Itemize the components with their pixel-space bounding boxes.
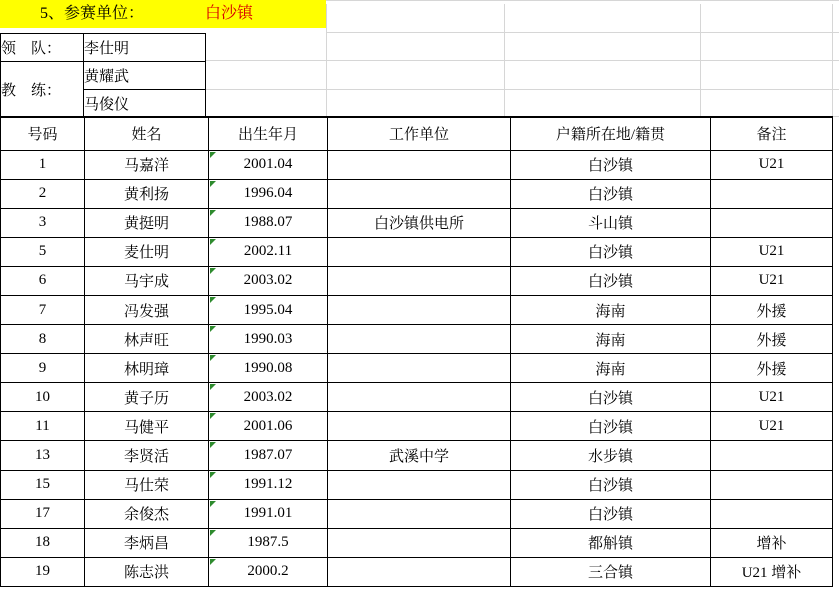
- table-row: [1, 295, 833, 324]
- cell-name[interactable]: [85, 237, 209, 266]
- gridline: [832, 4, 833, 117]
- column-header-origin[interactable]: 户籍所在地/籍贯: [511, 117, 711, 150]
- header-row: [1, 117, 833, 150]
- cell-birth[interactable]: [209, 470, 328, 499]
- gridline: [205, 89, 839, 90]
- cell-birth[interactable]: [209, 383, 328, 412]
- cell-note[interactable]: [711, 441, 833, 470]
- cell-text: 海南: [595, 303, 626, 320]
- cell-no[interactable]: [1, 266, 85, 295]
- table-row: [1, 499, 833, 528]
- cell-text: 李炳昌: [123, 536, 169, 553]
- cell-text: 1991.12: [243, 476, 293, 493]
- cell-origin[interactable]: [511, 266, 711, 295]
- number-as-text-indicator-icon: [210, 152, 216, 158]
- number-as-text-indicator-icon: [210, 297, 216, 303]
- cell-note[interactable]: [711, 412, 833, 441]
- cell-origin[interactable]: [511, 499, 711, 528]
- cell-text: 白沙镇: [587, 187, 633, 204]
- cell-text: 白沙镇: [587, 245, 633, 262]
- cell-work[interactable]: [328, 412, 511, 441]
- gridline: [504, 4, 505, 117]
- cell-text: U21: [758, 156, 785, 173]
- number-as-text-indicator-icon: [210, 268, 216, 274]
- cell-work[interactable]: [328, 441, 511, 470]
- cell-text: 武溪中学: [388, 448, 449, 465]
- cell-text: 冯发强: [123, 303, 169, 320]
- cell-text: 麦仕明: [123, 245, 169, 262]
- cell-birth[interactable]: [209, 237, 328, 266]
- cell-text: 1991.01: [243, 505, 293, 522]
- cell-work[interactable]: [328, 150, 511, 179]
- cell-text: 马健平: [123, 419, 169, 436]
- cell-note[interactable]: [711, 237, 833, 266]
- cell-text: 2002.11: [243, 243, 293, 260]
- table-row: [1, 266, 833, 295]
- cell-no[interactable]: [1, 354, 85, 383]
- cell-text: 余俊杰: [123, 507, 169, 524]
- cell-note[interactable]: [711, 383, 833, 412]
- cell-text: 海南: [595, 361, 626, 378]
- cell-text: 1: [38, 156, 47, 173]
- cell-text: 7: [38, 301, 47, 318]
- cell-text: 外援: [756, 361, 787, 378]
- cell-birth[interactable]: [209, 179, 328, 208]
- cell-text: 3: [38, 214, 47, 231]
- cell-text: 白沙镇供电所: [373, 216, 464, 233]
- table-row: [1, 528, 833, 557]
- cell-work[interactable]: [328, 179, 511, 208]
- cell-name[interactable]: [85, 295, 209, 324]
- cell-birth[interactable]: [209, 354, 328, 383]
- table-row: [1, 441, 833, 470]
- table-row: [1, 179, 833, 208]
- cell-note[interactable]: [711, 266, 833, 295]
- cell-note[interactable]: [711, 208, 833, 237]
- title-label: 5、参赛单位：: [40, 5, 145, 22]
- cell-text: 19: [35, 563, 50, 580]
- number-as-text-indicator-icon: [210, 559, 216, 565]
- cell-text: 海南: [595, 332, 626, 349]
- cell-birth[interactable]: [209, 208, 328, 237]
- roster-table: [0, 116, 833, 587]
- cell-name[interactable]: [85, 150, 209, 179]
- cell-origin[interactable]: [511, 470, 711, 499]
- table-row: [1, 208, 833, 237]
- cell-no[interactable]: [1, 295, 85, 324]
- cell-text: U21 增补: [741, 565, 802, 582]
- leader-label-cell[interactable]: 领 队：: [1, 34, 84, 62]
- cell-origin[interactable]: [511, 383, 711, 412]
- cell-text: 17: [35, 505, 50, 522]
- cell-work[interactable]: [328, 528, 511, 557]
- cell-text: 陈志洪: [123, 565, 169, 582]
- cell-note[interactable]: [711, 179, 833, 208]
- table-row: [1, 354, 833, 383]
- cell-text: 林声旺: [123, 332, 169, 349]
- cell-name[interactable]: [85, 470, 209, 499]
- number-as-text-indicator-icon: [210, 181, 216, 187]
- cell-no[interactable]: [1, 412, 85, 441]
- cell-text: 15: [35, 476, 50, 493]
- cell-text: 13: [35, 446, 50, 463]
- cell-name[interactable]: [85, 179, 209, 208]
- cell-text: 白沙镇: [587, 158, 633, 175]
- cell-text: 1996.04: [243, 185, 293, 202]
- cell-text: 马仕荣: [123, 478, 169, 495]
- cell-birth[interactable]: [209, 441, 328, 470]
- participating-unit-value: 白沙镇: [205, 5, 254, 22]
- column-header-remark[interactable]: 备注: [711, 117, 833, 150]
- cell-name[interactable]: [85, 441, 209, 470]
- cell-text: 马宇成: [123, 274, 169, 291]
- cell-origin[interactable]: [511, 354, 711, 383]
- cell-text: 2001.06: [243, 417, 293, 434]
- column-header-number[interactable]: 号码: [1, 117, 85, 150]
- cell-no[interactable]: [1, 528, 85, 557]
- table-row: [1, 150, 833, 179]
- cell-work[interactable]: [328, 237, 511, 266]
- cell-origin[interactable]: [511, 325, 711, 354]
- cell-text: 1987.5: [247, 534, 289, 551]
- cell-work[interactable]: [328, 295, 511, 324]
- cell-work[interactable]: [328, 383, 511, 412]
- cell-text: 林明璋: [123, 361, 169, 378]
- cell-name[interactable]: [85, 528, 209, 557]
- cell-note[interactable]: [711, 557, 833, 586]
- coach-name-cell-2[interactable]: 马俊仪: [84, 90, 206, 118]
- number-as-text-indicator-icon: [210, 355, 216, 361]
- number-as-text-indicator-icon: [210, 210, 216, 216]
- cell-no[interactable]: [1, 441, 85, 470]
- number-as-text-indicator-icon: [210, 413, 216, 419]
- cell-text: 增补: [756, 536, 787, 553]
- cell-name[interactable]: [85, 557, 209, 586]
- cell-name[interactable]: [85, 325, 209, 354]
- leader-name-cell[interactable]: 李仕明: [84, 34, 206, 62]
- cell-text: U21: [758, 388, 785, 405]
- cell-text: 白沙镇: [587, 274, 633, 291]
- cell-text: 斗山镇: [587, 216, 633, 233]
- cell-work[interactable]: [328, 266, 511, 295]
- table-row: [1, 383, 833, 412]
- roster-table-body: [1, 150, 833, 586]
- number-as-text-indicator-icon: [210, 239, 216, 245]
- gridline: [326, 4, 327, 117]
- cell-text: 11: [35, 417, 50, 434]
- number-as-text-indicator-icon: [210, 442, 216, 448]
- cell-text: 白沙镇: [587, 478, 633, 495]
- table-row: [1, 412, 833, 441]
- gridline: [205, 60, 839, 61]
- cell-text: 2003.02: [243, 272, 293, 289]
- cell-no[interactable]: [1, 499, 85, 528]
- table-row: [1, 557, 833, 586]
- cell-text: 2000.2: [247, 563, 289, 580]
- cell-text: 8: [38, 330, 47, 347]
- cell-origin[interactable]: [511, 412, 711, 441]
- cell-text: 白沙镇: [587, 419, 633, 436]
- cell-text: 10: [35, 388, 50, 405]
- cell-note[interactable]: [711, 499, 833, 528]
- cell-birth[interactable]: [209, 499, 328, 528]
- cell-text: U21: [758, 243, 785, 260]
- cell-text: 1995.04: [243, 301, 293, 318]
- cell-no[interactable]: [1, 470, 85, 499]
- cell-note[interactable]: [711, 295, 833, 324]
- gridline: [326, 32, 839, 33]
- cell-text: 马嘉洋: [123, 158, 169, 175]
- cell-origin[interactable]: [511, 557, 711, 586]
- coach-name-cell-1[interactable]: 黄耀武: [84, 62, 206, 90]
- cell-no[interactable]: [1, 179, 85, 208]
- cell-note[interactable]: [711, 150, 833, 179]
- cell-no[interactable]: [1, 150, 85, 179]
- cell-text: U21: [758, 417, 785, 434]
- number-as-text-indicator-icon: [210, 530, 216, 536]
- cell-text: 白沙镇: [587, 390, 633, 407]
- cell-text: 18: [35, 534, 50, 551]
- cell-note[interactable]: [711, 325, 833, 354]
- cell-origin[interactable]: [511, 179, 711, 208]
- cell-text: 三合镇: [587, 565, 633, 582]
- cell-text: U21: [758, 272, 785, 289]
- cell-text: 黄挺明: [123, 216, 169, 233]
- gridline: [832, 116, 839, 117]
- cell-birth[interactable]: [209, 150, 328, 179]
- cell-origin[interactable]: [511, 208, 711, 237]
- cell-origin[interactable]: [511, 441, 711, 470]
- column-header-birth[interactable]: 出生年月: [209, 117, 328, 150]
- number-as-text-indicator-icon: [210, 501, 216, 507]
- column-header-name[interactable]: 姓名: [85, 117, 209, 150]
- cell-text: 2001.04: [243, 156, 293, 173]
- cell-no[interactable]: [1, 237, 85, 266]
- cell-name[interactable]: [85, 208, 209, 237]
- cell-text: 5: [38, 243, 47, 260]
- cell-text: 2003.02: [243, 388, 293, 405]
- table-row: [1, 325, 833, 354]
- cell-text: 6: [38, 272, 47, 289]
- cell-text: 黄利扬: [123, 187, 169, 204]
- cell-name[interactable]: [85, 412, 209, 441]
- cell-no[interactable]: [1, 208, 85, 237]
- cell-note[interactable]: [711, 470, 833, 499]
- number-as-text-indicator-icon: [210, 326, 216, 332]
- cell-note[interactable]: [711, 354, 833, 383]
- cell-no[interactable]: [1, 557, 85, 586]
- cell-text: 1988.07: [243, 214, 293, 231]
- cell-birth[interactable]: [209, 295, 328, 324]
- cell-work[interactable]: [328, 208, 511, 237]
- cell-work[interactable]: [328, 325, 511, 354]
- cell-origin[interactable]: [511, 528, 711, 557]
- cell-text: 李贤活: [123, 448, 169, 465]
- cell-no[interactable]: [1, 325, 85, 354]
- cell-work[interactable]: [328, 557, 511, 586]
- cell-name[interactable]: [85, 499, 209, 528]
- cell-text: 都斛镇: [587, 536, 633, 553]
- cell-text: 2: [38, 185, 47, 202]
- title-cell[interactable]: [0, 0, 326, 28]
- table-row: [1, 470, 833, 499]
- cell-text: 1987.07: [243, 446, 293, 463]
- cell-text: 外援: [756, 332, 787, 349]
- cell-note[interactable]: [711, 528, 833, 557]
- cell-work[interactable]: [328, 470, 511, 499]
- cell-name[interactable]: [85, 383, 209, 412]
- cell-birth[interactable]: [209, 557, 328, 586]
- cell-work[interactable]: [328, 354, 511, 383]
- cell-text: 9: [38, 359, 47, 376]
- cell-name[interactable]: [85, 354, 209, 383]
- cell-text: 外援: [756, 303, 787, 320]
- cell-text: 1990.03: [243, 330, 293, 347]
- number-as-text-indicator-icon: [210, 384, 216, 390]
- cell-name[interactable]: [85, 266, 209, 295]
- staff-table: [0, 33, 206, 118]
- cell-text: 水步镇: [587, 448, 633, 465]
- cell-birth[interactable]: [209, 266, 328, 295]
- cell-origin[interactable]: [511, 150, 711, 179]
- cell-work[interactable]: [328, 499, 511, 528]
- cell-text: 黄子历: [123, 390, 169, 407]
- gridline: [700, 4, 701, 117]
- cell-no[interactable]: [1, 383, 85, 412]
- column-header-workunit[interactable]: 工作单位: [328, 117, 511, 150]
- cell-birth[interactable]: [209, 528, 328, 557]
- cell-origin[interactable]: [511, 295, 711, 324]
- cell-text: 白沙镇: [587, 507, 633, 524]
- cell-text: 1990.08: [243, 359, 293, 376]
- cell-origin[interactable]: [511, 237, 711, 266]
- cell-birth[interactable]: [209, 412, 328, 441]
- coach-label-cell[interactable]: 教 练：: [1, 62, 84, 118]
- cell-birth[interactable]: [209, 325, 328, 354]
- table-row: [1, 237, 833, 266]
- number-as-text-indicator-icon: [210, 472, 216, 478]
